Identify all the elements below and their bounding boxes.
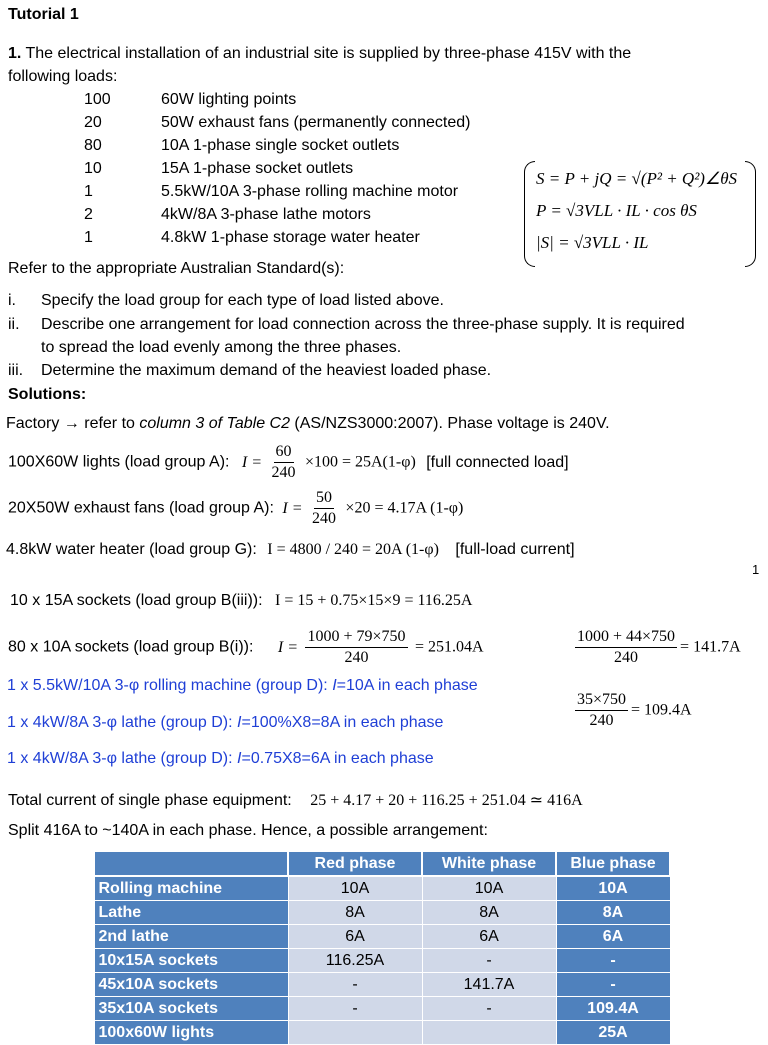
sockets10-calc (8, 627, 484, 668)
lights-label: 100X60W lights (load group A): (8, 453, 230, 471)
table-cell: - (288, 973, 422, 997)
fans-numerator: 50 (314, 488, 334, 509)
table-cell: 10A (288, 876, 422, 901)
table-cell: 10A (422, 876, 556, 901)
side2-fraction (575, 690, 628, 731)
formula-box (524, 161, 756, 267)
load-qty: 80 (84, 137, 102, 154)
load-qty: 100 (84, 91, 111, 108)
table-row (94, 997, 670, 1021)
question-text: The electrical installation of an industrial site is supplied by three-phase 415V with the (25, 45, 632, 62)
page-number: 1 (752, 562, 760, 577)
table-row-label: 35x10A sockets (94, 997, 288, 1021)
table-cell: - (422, 997, 556, 1021)
sockets15-label: 10 x 15A sockets (load group B(iii)): (10, 592, 263, 609)
table-cell: 8A (288, 901, 422, 925)
rolling-post: =10A in each phase (336, 677, 478, 694)
current-symbol: I (237, 750, 242, 767)
total-current-calc (8, 790, 583, 810)
total-label: Total current of single phase equipment: (8, 792, 292, 809)
table-cell: - (422, 949, 556, 973)
table-row-label: Rolling machine (94, 876, 288, 901)
heater-note: [full-load current] (455, 541, 575, 558)
load-item (0, 114, 768, 136)
fans-fraction (310, 488, 338, 529)
total-equation: 25 + 4.17 + 20 + 116.25 + 251.04 ≃ 416A (310, 792, 583, 809)
table-row-label: 45x10A sockets (94, 973, 288, 997)
table-cell: 6A (288, 925, 422, 949)
lights-denominator: 240 (271, 464, 296, 481)
task-text: Describe one arrangement for load connection across the three-phase supply. It is required (41, 316, 685, 333)
load-qty: 2 (84, 206, 93, 223)
load-qty: 20 (84, 114, 102, 131)
table-cell: 8A (556, 901, 670, 925)
lathe2-post: =0.75X8=6A in each phase (241, 750, 434, 767)
side2-denominator: 240 (589, 712, 614, 729)
table-row (94, 876, 670, 901)
right-parenthesis (745, 161, 756, 267)
table-row-label: 2nd lathe (94, 925, 288, 949)
phase-arrangement-table (93, 850, 671, 1045)
table-cell: 25A (556, 1021, 670, 1045)
table-cell: - (288, 997, 422, 1021)
table-row (94, 925, 670, 949)
lights-numerator: 60 (274, 442, 294, 463)
lathe2-calc (7, 750, 434, 768)
table-header-cell: Blue phase (556, 851, 670, 876)
load-desc: 60W lighting points (161, 91, 297, 108)
fans-result: ×20 = 4.17A (1-φ) (345, 499, 464, 517)
current-symbol: I = (277, 638, 299, 656)
table-cell: 8A (422, 901, 556, 925)
lights-note: [full connected load] (426, 453, 569, 471)
table-cell (422, 1021, 556, 1045)
table-cell: 6A (556, 925, 670, 949)
table-cell: 141.7A (422, 973, 556, 997)
side1-fraction (575, 627, 677, 668)
sockets15-equation: I = 15 + 0.75×15×9 = 116.25A (275, 592, 473, 609)
lathe1-pre: 1 x 4kW/8A 3-φ lathe (group D): (7, 714, 238, 731)
load-desc: 50W exhaust fans (permanently connected) (161, 114, 471, 131)
lathe2-pre: 1 x 4kW/8A 3-φ lathe (group D): (7, 750, 238, 767)
task-text: to spread the load evenly among the three phases. (41, 339, 402, 356)
sockets10-denominator: 240 (344, 649, 369, 666)
heater-equation: I = 4800 / 240 = 20A (1-φ) (267, 541, 439, 558)
split-statement: Split 416A to ~140A in each phase. Hence, a possible arrangement: (8, 822, 488, 839)
load-desc: 4.8kW 1-phase storage water heater (161, 229, 420, 246)
fans-denominator: 240 (311, 510, 336, 527)
question-line-1 (8, 45, 631, 63)
lights-result: ×100 = 25A(1-φ) (304, 453, 416, 471)
formula-magnitude: |S| = √3VLL · IL (536, 233, 649, 252)
side2-numerator: 35×750 (575, 690, 628, 711)
task-text: Specify the load group for each type of load listed above. (41, 292, 444, 309)
sockets15-calc (10, 592, 472, 610)
table-row (94, 973, 670, 997)
factory-post: (AS/NZS3000:2007). Phase voltage is 240V. (289, 415, 610, 432)
fans-label: 20X50W exhaust fans (load group A): (8, 499, 274, 517)
page-title: Tutorial 1 (8, 6, 79, 23)
table-row-label: 100x60W lights (94, 1021, 288, 1045)
rolling-machine-calc (7, 677, 478, 695)
lights-calc (8, 442, 569, 483)
side1-denominator: 240 (614, 649, 639, 666)
left-parenthesis (524, 161, 535, 267)
factory-table-ref: column 3 of Table C2 (139, 415, 290, 432)
current-symbol: I = (282, 499, 303, 517)
table-cell: 109.4A (556, 997, 670, 1021)
side-calc-35-sockets (572, 690, 692, 731)
table-cell: 6A (422, 925, 556, 949)
sockets10-result: = 251.04A (414, 638, 484, 656)
load-qty: 1 (84, 229, 93, 246)
current-symbol: I = (241, 453, 263, 471)
side2-result: = 109.4A (631, 701, 692, 719)
table-cell: 10A (556, 876, 670, 901)
sockets10-numerator: 1000 + 79×750 (305, 627, 407, 648)
table-row (94, 1021, 670, 1045)
heater-calc (6, 541, 575, 559)
task-number: iii. (8, 362, 24, 379)
formula-apparent-power: S = P + jQ = √(P² + Q²)∠θS (536, 169, 738, 188)
table-header-row (94, 851, 670, 876)
task-number: i. (8, 292, 16, 309)
question-number: 1. (8, 45, 22, 62)
lathe1-calc (7, 714, 443, 732)
factory-pre: Factory → refer to (6, 415, 140, 432)
task-number: ii. (8, 316, 20, 333)
lights-fraction (270, 442, 298, 483)
table-cell: - (556, 949, 670, 973)
table-cell: 116.25A (288, 949, 422, 973)
fans-calc (8, 488, 463, 529)
sockets10-fraction (305, 627, 407, 668)
table-row (94, 901, 670, 925)
load-qty: 10 (84, 160, 102, 177)
solutions-heading: Solutions: (8, 386, 87, 403)
table-row-label: 10x15A sockets (94, 949, 288, 973)
table-row-label: Lathe (94, 901, 288, 925)
table-header-cell (94, 851, 288, 876)
load-item (0, 91, 768, 113)
lathe1-post: =100%X8=8A in each phase (241, 714, 444, 731)
sockets10-label: 80 x 10A sockets (load group B(i)): (8, 638, 254, 656)
current-symbol: I (237, 714, 242, 731)
table-cell (288, 1021, 422, 1045)
side1-result: = 141.7A (680, 638, 741, 656)
table-header-cell: Red phase (288, 851, 422, 876)
formula-real-power: P = √3VLL · IL · cos θS (536, 201, 697, 220)
load-item (0, 137, 768, 159)
refer-standard: Refer to the appropriate Australian Standard(s): (8, 260, 345, 277)
factory-reference (6, 415, 610, 433)
load-desc: 4kW/8A 3-phase lathe motors (161, 206, 371, 223)
load-desc: 10A 1-phase single socket outlets (161, 137, 400, 154)
current-symbol: I (332, 677, 337, 694)
load-desc: 15A 1-phase socket outlets (161, 160, 354, 177)
heater-label: 4.8kW water heater (load group G): (6, 541, 257, 558)
side-calc-45-sockets (572, 627, 741, 668)
table-row (94, 949, 670, 973)
question-line-2: following loads: (8, 68, 118, 85)
side1-numerator: 1000 + 44×750 (575, 627, 677, 648)
table-cell: - (556, 973, 670, 997)
table-header-cell: White phase (422, 851, 556, 876)
rolling-pre: 1 x 5.5kW/10A 3-φ rolling machine (group D): (7, 677, 333, 694)
load-qty: 1 (84, 183, 93, 200)
load-desc: 5.5kW/10A 3-phase rolling machine motor (161, 183, 459, 200)
task-text: Determine the maximum demand of the heaviest loaded phase. (41, 362, 492, 379)
